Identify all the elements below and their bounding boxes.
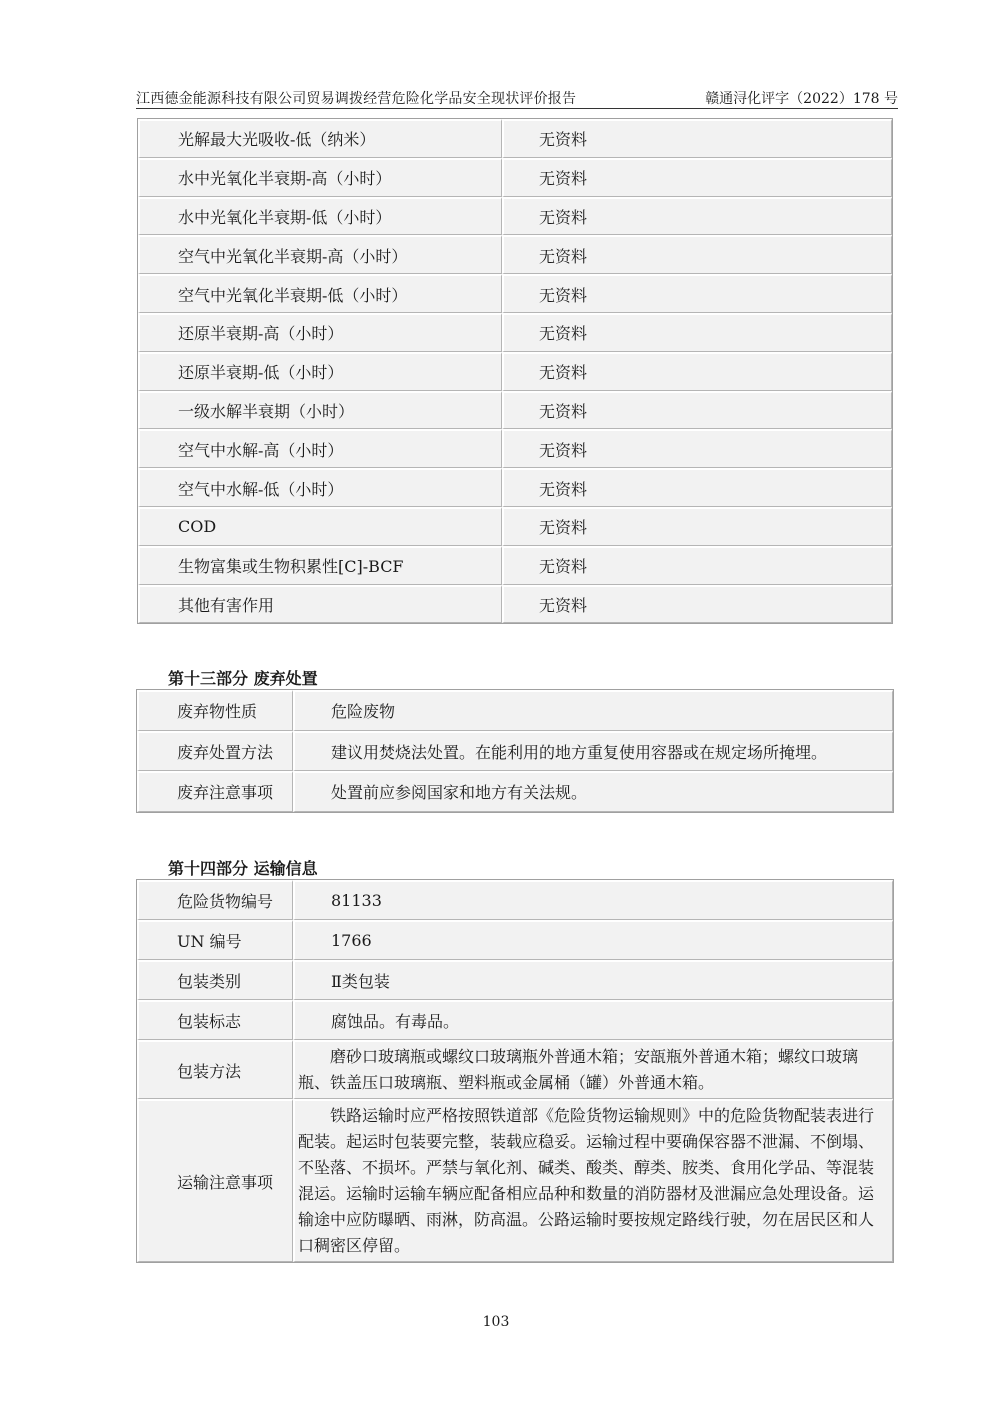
table-row — [137, 771, 893, 812]
row-label: 还原半衰期-高（小时） — [138, 313, 502, 352]
row-value: 无资料 — [502, 546, 892, 585]
row-value: 81133 — [293, 880, 893, 920]
table-row — [138, 158, 892, 197]
page-number: 103 — [482, 1314, 510, 1330]
table-row — [138, 352, 892, 391]
row-value: 无资料 — [502, 119, 892, 158]
page-header — [136, 86, 898, 110]
row-value: 无资料 — [502, 197, 892, 236]
table-row — [138, 585, 892, 624]
table-row — [137, 880, 893, 920]
row-value: 无资料 — [502, 313, 892, 352]
row-value — [293, 1099, 893, 1262]
table-row — [138, 197, 892, 236]
row-value: 腐蚀品。有毒品。 — [293, 1000, 893, 1040]
table-row — [138, 429, 892, 468]
report-title: 江西德金能源科技有限公司贸易调拨经营危险化学品安全现状评价报告 — [136, 91, 577, 107]
table-row — [137, 920, 893, 960]
table-row — [138, 391, 892, 430]
row-value: 无资料 — [502, 274, 892, 313]
row-value: 建议用焚烧法处置。在能利用的地方重复使用容器或在规定场所掩埋。 — [293, 731, 893, 772]
row-label: UN 编号 — [137, 920, 293, 960]
row-value: 无资料 — [502, 235, 892, 274]
table-row — [137, 1000, 893, 1040]
row-label: 空气中光氧化半衰期-低（小时） — [138, 274, 502, 313]
row-value: 无资料 — [502, 468, 892, 507]
table-row — [137, 731, 893, 772]
row-value: 无资料 — [502, 158, 892, 197]
row-value: 无资料 — [502, 429, 892, 468]
packaging-method-text: 磨砂口玻璃瓶或螺纹口玻璃瓶外普通木箱；安瓿瓶外普通木箱；螺纹口玻璃瓶、铁盖压口玻璃瓶、塑料瓶或金属桶（罐）外普通木箱。 — [298, 1047, 859, 1092]
row-label: 包装方法 — [137, 1040, 293, 1099]
table-row — [138, 235, 892, 274]
table-row — [138, 274, 892, 313]
row-label: 还原半衰期-低（小时） — [138, 352, 502, 391]
row-label: 废弃注意事项 — [137, 771, 293, 812]
row-value — [293, 1040, 893, 1099]
table-row — [137, 1099, 893, 1262]
table-row — [138, 119, 892, 158]
row-value: 危险废物 — [293, 690, 893, 731]
table-row — [138, 468, 892, 507]
table-row — [138, 507, 892, 546]
row-value: 1766 — [293, 920, 893, 960]
table-row — [137, 960, 893, 1000]
row-label: 光解最大光吸收-低（纳米） — [138, 119, 502, 158]
row-label: 废弃处置方法 — [137, 731, 293, 772]
table-row — [138, 546, 892, 585]
ecology-table — [137, 118, 893, 624]
row-label: 水中光氧化半衰期-低（小时） — [138, 197, 502, 236]
table-row — [137, 1040, 893, 1099]
row-value: 处置前应参阅国家和地方有关法规。 — [293, 771, 893, 812]
row-value: 无资料 — [502, 352, 892, 391]
row-label: 一级水解半衰期（小时） — [138, 391, 502, 430]
row-value: 无资料 — [502, 391, 892, 430]
row-label: 生物富集或生物积累性[C]-BCF — [138, 546, 502, 585]
transport-table — [136, 879, 894, 1263]
row-value: 无资料 — [502, 507, 892, 546]
row-label: 其他有害作用 — [138, 585, 502, 624]
section-13-title: 第十三部分 废弃处置 — [168, 669, 318, 688]
disposal-table — [136, 689, 894, 813]
row-label: 水中光氧化半衰期-高（小时） — [138, 158, 502, 197]
row-value: 无资料 — [502, 585, 892, 624]
row-label: 包装类别 — [137, 960, 293, 1000]
row-label: 空气中水解-高（小时） — [138, 429, 502, 468]
row-label: 运输注意事项 — [137, 1099, 293, 1262]
header-rule — [136, 108, 898, 109]
row-label: 危险货物编号 — [137, 880, 293, 920]
row-label: 包装标志 — [137, 1000, 293, 1040]
row-label: 空气中水解-低（小时） — [138, 468, 502, 507]
transport-notes-text: 铁路运输时应严格按照铁道部《危险货物运输规则》中的危险货物配装表进行配装。起运时包装要完整，装载应稳妥。运输过程中要确保容器不泄漏、不倒塌、不坠落、不损坏。严禁与氧化剂、碱类、酸类、醇类、胺类、食用化学品、等混装混运。运输时运输车辆应配备相应品种和数量的消防器材及泄漏应急处理设备。运输途中应防曝晒、雨淋，防高温。公路运输时要按规定路线行驶，勿在居民区和人口稠密区停留。 — [298, 1106, 875, 1255]
row-value: Ⅱ类包装 — [293, 960, 893, 1000]
document-number: 赣通浔化评字（2022）178 号 — [705, 91, 898, 107]
row-label: 废弃物性质 — [137, 690, 293, 731]
table-row — [137, 690, 893, 731]
row-label: 空气中光氧化半衰期-高（小时） — [138, 235, 502, 274]
table-row — [138, 313, 892, 352]
section-14-title: 第十四部分 运输信息 — [168, 859, 318, 878]
row-label: COD — [138, 507, 502, 546]
